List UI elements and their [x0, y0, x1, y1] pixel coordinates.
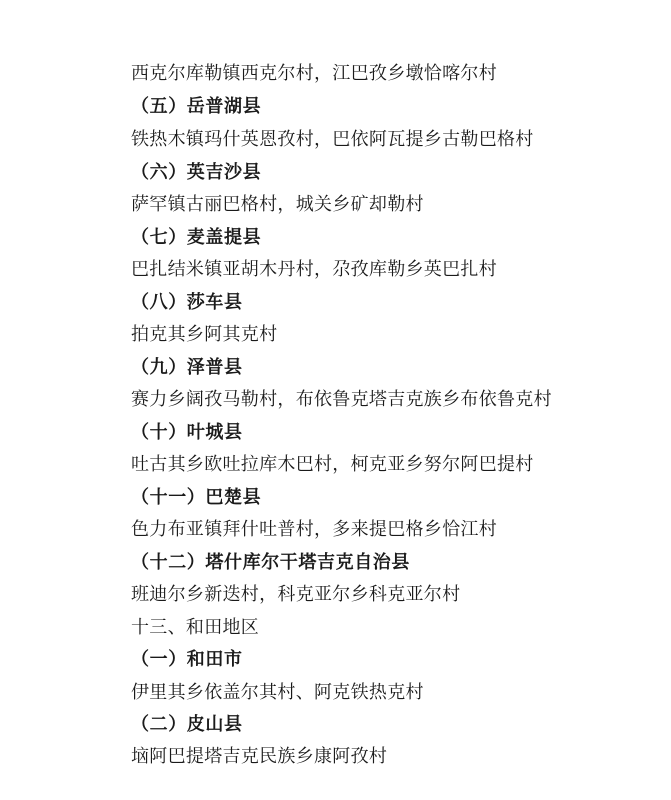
text-line: 色力布亚镇拜什吐普村，多来提巴格乡恰江村 [131, 519, 497, 540]
section-heading: （十）叶城县 [131, 422, 243, 443]
text-line: 萨罕镇古丽巴格村，城关乡矿却勒村 [131, 194, 424, 215]
section-heading: （六）英吉沙县 [131, 162, 262, 183]
text-line: 班迪尔乡新迭村，科克亚尔乡科克亚尔村 [131, 584, 461, 605]
text-line: 巴扎结米镇亚胡木丹村，尕孜库勒乡英巴扎村 [131, 259, 497, 280]
text-line: 吐古其乡欧吐拉库木巴村，柯克亚乡努尔阿巴提村 [131, 454, 534, 475]
text-line: 西克尔库勒镇西克尔村，江巴孜乡墩恰喀尔村 [131, 63, 497, 84]
text-line: 拍克其乡阿其克村 [131, 324, 278, 345]
text-line: 赛力乡阔孜马勒村，布依鲁克塔吉克族乡布依鲁克村 [131, 389, 552, 410]
text-line: 伊里其乡依盖尔其村、阿克铁热克村 [131, 682, 424, 703]
text-line: 垴阿巴提塔吉克民族乡康阿孜村 [131, 746, 388, 767]
section-heading: （九）泽普县 [131, 357, 243, 378]
region-heading: 十三、和田地区 [131, 617, 260, 638]
section-heading: （一）和田市 [131, 649, 243, 670]
section-heading: （八）莎车县 [131, 292, 243, 313]
section-heading: （五）岳普湖县 [131, 96, 262, 117]
text-line: 铁热木镇玛什英恩孜村，巴依阿瓦提乡古勒巴格村 [131, 129, 534, 150]
section-heading: （十一）巴楚县 [131, 487, 262, 508]
section-heading: （七）麦盖提县 [131, 227, 262, 248]
section-heading: （十二）塔什库尔干塔吉克自治县 [131, 552, 410, 573]
section-heading: （二）皮山县 [131, 714, 243, 735]
